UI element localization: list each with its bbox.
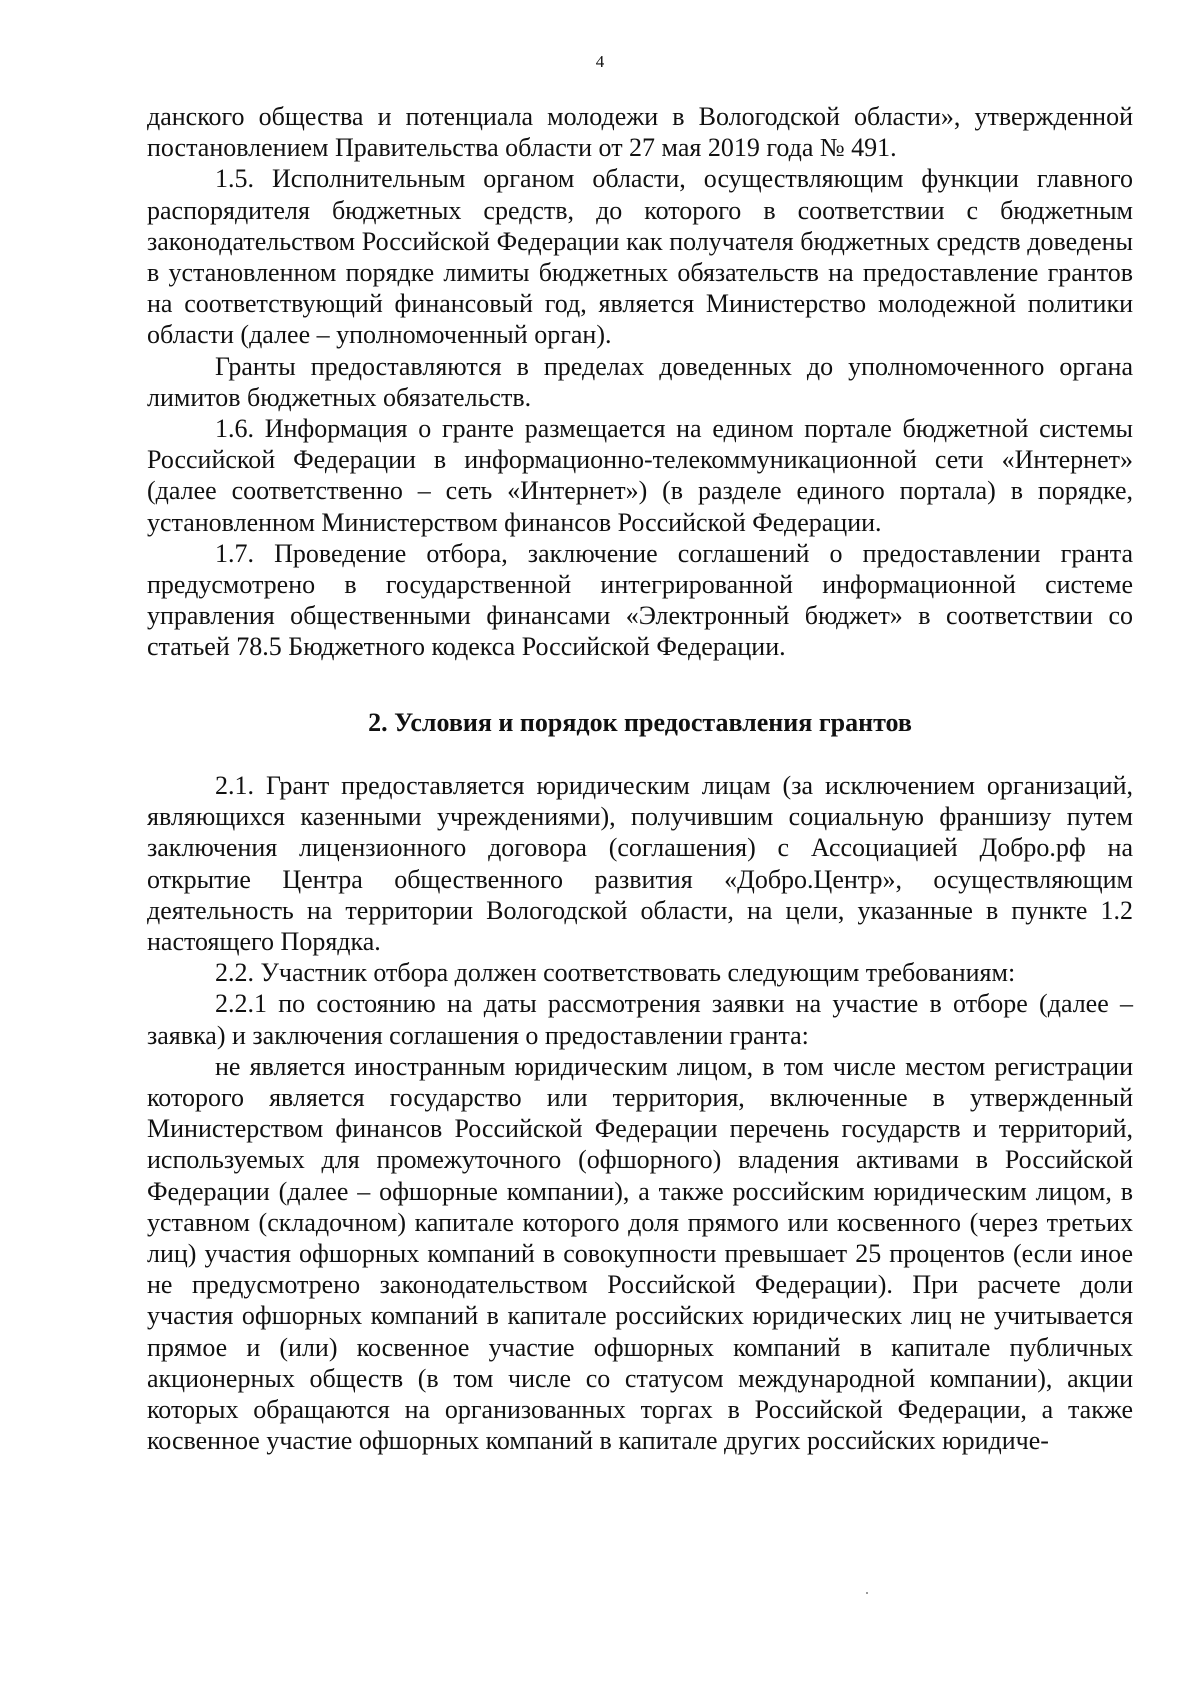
section-2-text [147,770,1133,1456]
paragraph: 2.1. Грант предоставляется юридическим лицам (за исключением организаций, являющихся казенными учреждениями), получившим социальную франшизу путем заключения лицензионного договора (соглашения) с Ассоциацией Добро.рф на открытие Центра общественного развития «Добро.Центр», осуществляющим деятельность на территории Вологодской области, на цели, указанные в пункте 1.2 настоящего Порядка. [147,771,1133,957]
page-number: 4 [595,52,605,71]
paragraph: не является иностранным юридическим лицом, в том числе местом регистрации которого является государство или территория, включенные в утвержденный Министерством финансов Российской Федерации перечень государств и территорий, используемых для промежуточного (офшорного) владения активами в Российской Федерации (далее – офшорные компании), а также российским юридическим лицом, в уставном (складочном) капитале которого доля прямого или косвенного (через третьих лиц) участия офшорных компаний в совокупности превышает 25 процентов (если иное не предусмотрено законодательством Российской Федерации). При расчете доли участия офшорных компаний в капитале российских юридических лиц не учитывается прямое и (или) косвенное участие офшорных компаний в капитале публичных акционерных обществ (в том числе со статусом международной компании), акции которых обращаются на организованных торгах в Российской Федерации, а также косвенное участие офшорных компаний в капитале других российских юридиче- [147,1051,1133,1456]
paragraph: 2.2. Участник отбора должен соответствовать следующим требованиям: [215,958,1016,988]
paragraph: Гранты предоставляются в пределах доведенных до уполномоченного органа лимитов бюджетных обязательств. [147,351,1133,412]
section-1-text [147,101,1133,663]
paragraph: 2.2.1 по состоянию на даты рассмотрения заявки на участие в отборе (далее – заявка) и заключения соглашения о предоставлении гранта: [147,989,1133,1050]
paragraph: данского общества и потенциала молодежи в Вологодской области», утвержденной постановлением Правительства области от 27 мая 2019 года № 491. [147,102,1133,163]
section-2-heading: 2. Условия и порядок предоставления грантов [368,708,912,737]
scan-artifact [866,1592,868,1594]
paragraph: 1.6. Информация о гранте размещается на едином портале бюджетной системы Российской Федерации в информационно-телекоммуникационной сети «Интернет» (далее соответственно – сеть «Интернет») (в разделе единого портала) в порядке, установленном Министерством финансов Российской Федерации. [147,414,1133,537]
paragraph: 1.7. Проведение отбора, заключение соглашений о предоставлении гранта предусмотрено в государственной интегрированной информационной системе управления общественными финансами «Электронный бюджет» в соответствии со статьей 78.5 Бюджетного кодекса Российской Федерации. [147,538,1133,662]
paragraph: 1.5. Исполнительным органом области, осуществляющим функции главного распорядителя бюджетных средств, до которого в соответствии с бюджетным законодательством Российской Федерации как получателя бюджетных средств доведены в установленном порядке лимиты бюджетных обязательств на предоставление грантов на соответствующий финансовый год, является Министерство молодежной политики области (далее – уполномоченный орган). [147,164,1133,350]
